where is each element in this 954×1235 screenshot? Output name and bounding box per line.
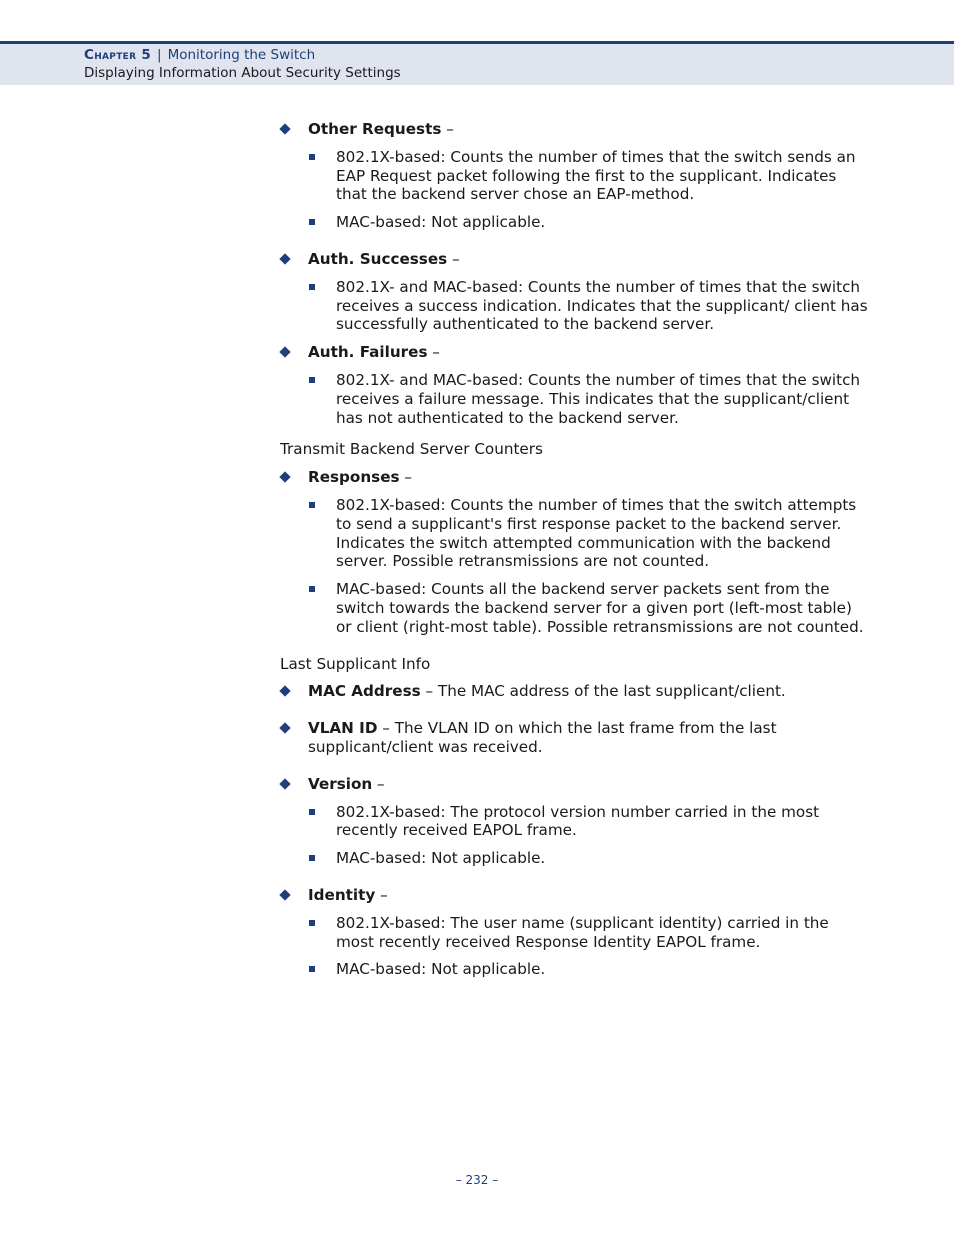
list-item-auth-failures — [280, 343, 870, 427]
term-label: Responses — [308, 468, 400, 487]
sub-item-text: MAC-based: Not applicable. — [336, 960, 546, 979]
header-separator: | — [157, 47, 162, 63]
diamond-bullet-icon — [279, 347, 290, 358]
sub-list — [308, 914, 870, 979]
sub-list — [308, 803, 870, 868]
term-dash: – — [441, 120, 454, 138]
list-item-auth-successes — [280, 250, 870, 334]
list-item-responses — [280, 468, 870, 636]
page-header — [0, 41, 954, 85]
diamond-bullet-icon — [279, 889, 290, 900]
term-dash: – — [447, 249, 460, 268]
sub-item-text: 802.1X-based: The protocol version number carried in the most recently received EAPOL frame. — [336, 802, 820, 840]
list-item-mac-address — [280, 682, 870, 701]
sub-list-item — [308, 148, 870, 204]
diamond-bullet-icon — [279, 778, 290, 789]
section-heading-last-supplicant: Last Supplicant Info — [280, 654, 431, 673]
sub-item-text: MAC-based: Not applicable. — [336, 213, 546, 232]
term-dash: – — [399, 468, 412, 487]
term-label: MAC Address — [308, 682, 421, 701]
sub-list-item — [308, 580, 870, 636]
chapter-title: Monitoring the Switch — [167, 47, 316, 63]
diamond-bullet-icon — [279, 686, 290, 697]
list-item-vlan-id — [280, 719, 870, 757]
term-dash: – — [375, 885, 388, 904]
term-description: – The MAC address of the last supplicant/client. — [420, 682, 786, 701]
square-bullet-icon — [309, 154, 315, 160]
square-bullet-icon — [309, 284, 315, 290]
sub-item-text: 802.1X-based: The user name (supplicant identity) carried in the most recently received Response Identity EAPOL frame. — [336, 913, 829, 951]
sub-item-text: MAC-based: Counts all the backend server packets sent from the switch towards the backend server for a given port (left-most table) or client (right-most table). Possible retransmissions are not counted. — [336, 580, 864, 636]
sub-list — [308, 278, 870, 334]
square-bullet-icon — [309, 920, 315, 926]
sub-list-item — [308, 278, 870, 334]
main-content — [280, 120, 870, 988]
term-label: Other Requests — [308, 120, 442, 138]
square-bullet-icon — [309, 966, 315, 972]
sub-item-text: 802.1X-based: Counts the number of times that the switch attempts to send a supplicant's first response packet to the backend server. Indicates the switch attempted communication with the backend server. Possible retransmissions are not counted. — [336, 495, 857, 571]
list-item-version — [280, 775, 870, 868]
chapter-label: Chapter 5 — [84, 47, 152, 63]
term-label: Auth. Successes — [308, 249, 448, 268]
diamond-bullet-icon — [279, 722, 290, 733]
sub-list-item — [308, 213, 870, 232]
square-bullet-icon — [309, 855, 315, 861]
term-dash: – — [372, 774, 385, 793]
sub-list-item — [308, 803, 870, 841]
sub-list-item — [308, 496, 870, 571]
sub-item-text: 802.1X-based: Counts the number of times that the switch sends an EAP Request packet following the first to the supplicant. Indicates that the backend server chose an EAP-method. — [336, 147, 856, 204]
sub-list-item — [308, 371, 870, 427]
term-dash: – — [427, 343, 440, 362]
square-bullet-icon — [309, 219, 315, 225]
sub-list-item — [308, 960, 870, 979]
square-bullet-icon — [309, 502, 315, 508]
term-label: Version — [308, 774, 373, 793]
sub-list — [308, 496, 870, 637]
square-bullet-icon — [309, 809, 315, 815]
section-heading-transmit: Transmit Backend Server Counters — [280, 440, 543, 459]
sub-item-text: 802.1X- and MAC-based: Counts the number of times that the switch receives a failure message. This indicates that the supplicant/client has not authenticated to the backend server. — [336, 370, 861, 427]
sub-item-text: 802.1X- and MAC-based: Counts the number of times that the switch receives a success indication. Indicates that the supplicant/ client has successfully authenticated to the backend server. — [336, 277, 868, 334]
sub-list-item — [308, 914, 870, 952]
diamond-bullet-icon — [279, 471, 290, 482]
term-description: – The VLAN ID on which the last frame from the last supplicant/client was received. — [308, 719, 777, 756]
term-label: Identity — [308, 885, 376, 904]
list-item-identity — [280, 886, 870, 979]
section-title: Displaying Information About Security Settings — [84, 65, 401, 81]
term-label: Auth. Failures — [308, 343, 428, 362]
square-bullet-icon — [309, 377, 315, 383]
page-number: – 232 – — [455, 1173, 499, 1187]
square-bullet-icon — [309, 586, 315, 592]
chapter-line — [84, 47, 315, 63]
sub-list — [308, 371, 870, 427]
sub-list-item — [308, 849, 870, 868]
term-label: VLAN ID — [308, 719, 378, 738]
diamond-bullet-icon — [279, 253, 290, 264]
list-item-other-requests — [280, 120, 870, 232]
diamond-bullet-icon — [279, 123, 290, 134]
sub-item-text: MAC-based: Not applicable. — [336, 849, 546, 868]
sub-list — [308, 148, 870, 232]
